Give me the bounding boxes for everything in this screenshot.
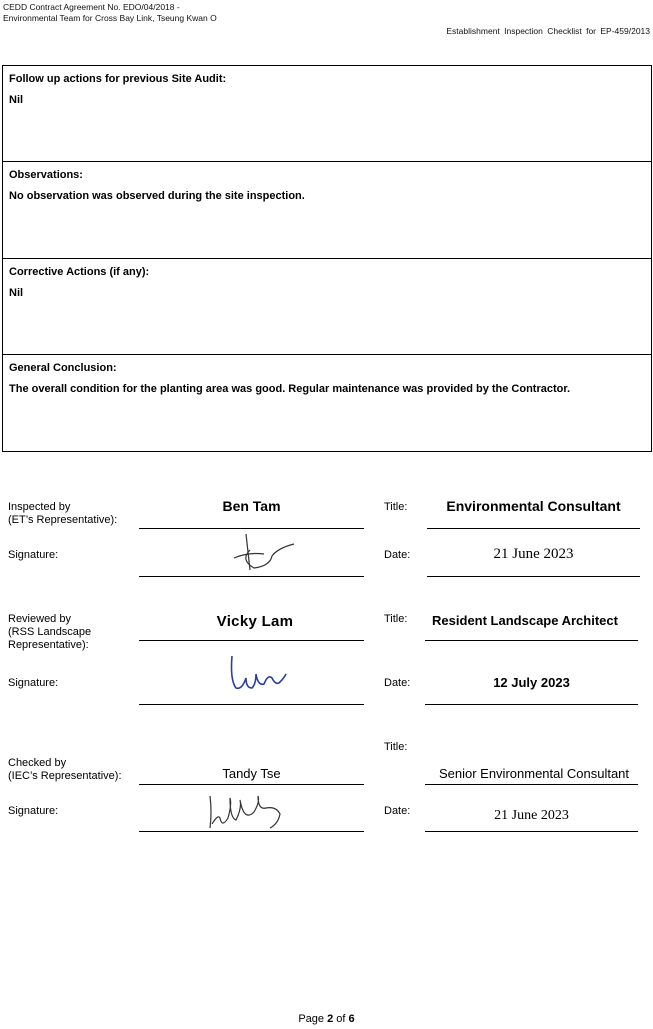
section-title: Follow up actions for previous Site Audit: — [9, 73, 227, 85]
checker-name: Tandy Tse — [222, 766, 281, 781]
role-line: (ET’s Representative): — [8, 514, 118, 526]
signature-underline — [139, 576, 364, 577]
date-label: Date: — [384, 677, 411, 689]
title-label: Title: — [384, 613, 408, 625]
date-underline — [425, 704, 638, 705]
title-underline — [425, 784, 638, 785]
document-header-left — [3, 2, 217, 24]
signature-underline — [139, 831, 364, 832]
section-body: No observation was observed during the site inspection. — [9, 190, 305, 202]
section-title: Corrective Actions (if any): — [9, 266, 150, 278]
title-underline — [425, 640, 638, 641]
role-line: Representative): — [8, 639, 89, 651]
role-line: Reviewed by — [8, 613, 71, 625]
checklist-reference: Establishment Inspection Checklist for EP-459/2013 — [446, 26, 650, 36]
page-footer — [0, 1013, 653, 1025]
section-title: Observations: — [9, 169, 83, 181]
inspector-title: Environmental Consultant — [446, 498, 621, 514]
total-pages: 6 — [348, 1013, 355, 1025]
inspection-date: 21 June 2023 — [493, 546, 574, 562]
signature-scribble-icon — [200, 788, 290, 834]
role-line: Checked by — [8, 757, 67, 769]
name-underline — [139, 784, 364, 785]
section-body: The overall condition for the planting area was good. Regular maintenance was provided by the Contractor. — [9, 383, 571, 395]
signature-underline — [139, 704, 364, 705]
date-label: Date: — [384, 805, 411, 817]
inspector-name: Ben Tam — [222, 498, 281, 514]
role-line: Inspected by — [8, 501, 71, 513]
title-label: Title: — [384, 501, 408, 513]
reviewed-by-label — [8, 613, 91, 652]
inspected-by-label — [8, 501, 117, 527]
section-body: Nil — [9, 94, 24, 106]
section-general-conclusion — [3, 355, 651, 451]
review-date: 12 July 2023 — [493, 675, 570, 690]
name-underline — [139, 528, 364, 529]
name-underline — [139, 640, 364, 641]
title-label: Title: — [384, 741, 408, 753]
date-label: Date: — [384, 549, 411, 561]
role-line: (RSS Landscape — [8, 626, 92, 638]
role-line: (IEC’s Representative): — [8, 770, 122, 782]
reviewer-name: Vicky Lam — [216, 613, 294, 630]
date-underline — [425, 831, 638, 832]
checked-by-label — [8, 757, 122, 783]
signature-scribble-icon — [224, 650, 294, 696]
audit-sections-table — [2, 65, 652, 452]
check-date: 21 June 2023 — [494, 808, 569, 823]
section-observations — [3, 162, 651, 259]
signature-label: Signature: — [8, 549, 59, 561]
contract-line: CEDD Contract Agreement No. EDO/04/2018 - — [3, 2, 180, 12]
page-label: Page — [298, 1013, 325, 1025]
title-underline — [427, 528, 640, 529]
section-follow-up — [3, 66, 651, 162]
section-body: Nil — [9, 287, 24, 299]
checker-title: Senior Environmental Consultant — [438, 766, 630, 781]
of-label: of — [336, 1013, 346, 1025]
team-line: Environmental Team for Cross Bay Link, Tseung Kwan O — [3, 13, 217, 23]
section-title: General Conclusion: — [9, 362, 117, 374]
date-underline — [427, 576, 640, 577]
page-number: 2 — [327, 1013, 334, 1025]
signature-label: Signature: — [8, 677, 59, 689]
signature-label: Signature: — [8, 805, 59, 817]
reviewer-title: Resident Landscape Architect — [432, 613, 618, 628]
section-corrective-actions — [3, 259, 651, 355]
signature-scribble-icon — [220, 530, 300, 576]
